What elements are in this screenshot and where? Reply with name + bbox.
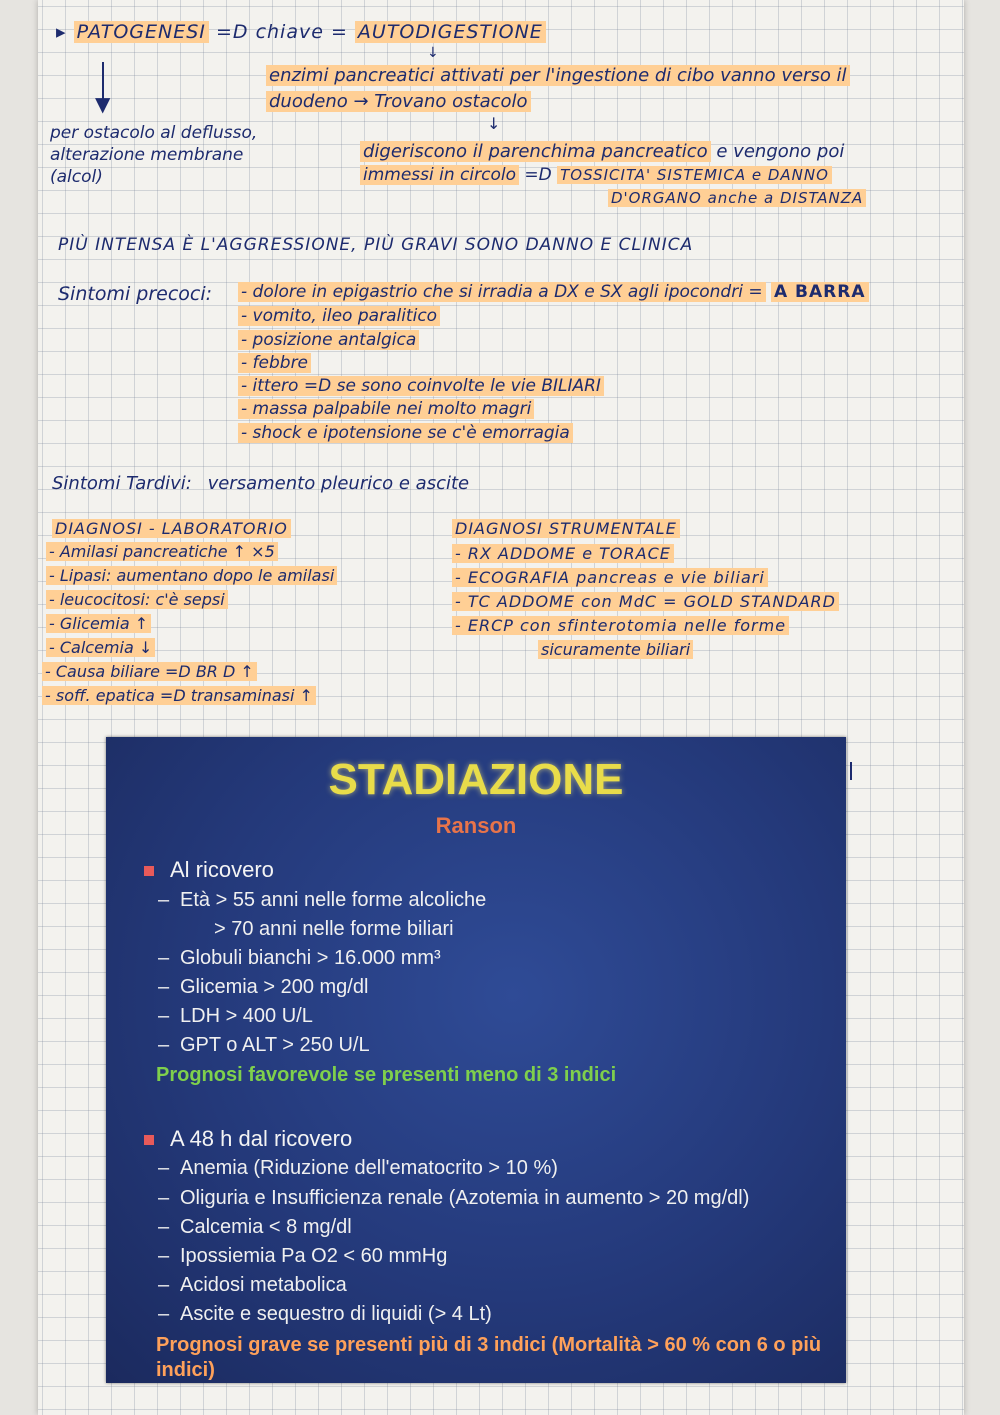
early-symptom-6: - massa palpabile nei molto magri [238,400,534,419]
cause-line-2: alterazione membrane [50,145,244,165]
square-bullet-icon [144,1135,154,1145]
chiave-label: chiave = [255,21,348,43]
ranson-slide [106,737,846,1383]
margin-mark [850,762,852,780]
prognosis-severe: Prognosi grave se presenti più di 3 indici (Mortalità > 60 % con 6 o più indici) [156,1334,822,1381]
digest-line-3: D'ORGANO anche a DISTANZA [608,190,866,207]
lab-item-5: - Calcemia ↓ [46,639,155,657]
enzymes-line-1: enzimi pancreatici attivati per l'ingestione di cibo vanno verso il [266,66,850,86]
early-symptom-7: - shock e ipotensione se c'è emorragia [238,424,573,443]
instr-item-1: - RX ADDOME e TORACE [452,545,674,563]
lab-item-6: - Causa biliare =D BR D ↑ [42,663,257,681]
early-symptom-1: - dolore in epigastrio che si irradia a DX e SX agli ipocondri = A BARRA [238,283,869,302]
criterion-calcemia: – Calcemia < 8 mg/dl [158,1216,352,1238]
early-symptom-3: - posizione antalgica [238,331,419,350]
chiave-value: AUTODIGESTIONE [355,21,546,43]
early-symptom-2: - vomito, ileo paralitico [238,307,440,326]
section-heading-48h: A 48 h dal ricovero [144,1126,352,1152]
instr-item-3: - TC ADDOME con MdC = GOLD STANDARD [452,593,839,611]
slide-subtitle: Ranson [435,813,517,838]
instr-item-2: - ECOGRAFIA pancreas e vie biliari [452,569,768,587]
early-symptoms-label: Sintomi precoci: [58,283,213,305]
section-heading-admission: Al ricovero [144,857,274,883]
patogenesi-heading: ▸ PATOGENESI =D chiave = AUTODIGESTIONE [56,22,546,43]
patogenesi-arrow: =D [215,21,249,43]
patogenesi-title: PATOGENESI [74,21,209,43]
down-arrow-icon: ▼ [95,92,111,116]
lab-item-4: - Glicemia ↑ [46,615,151,633]
instr-title: DIAGNOSI STRUMENTALE [452,520,680,538]
prognosis-favorable: Prognosi favorevole se presenti meno di 3 indici [156,1064,617,1086]
early-symptom-4: - febbre [238,354,311,373]
criterion-anemia: – Anemia (Riduzione dell'ematocrito > 10 %) [158,1157,558,1179]
criterion-oliguria: – Oliguria e Insufficienza renale (Azotemia in aumento > 20 mg/dl) [158,1187,750,1209]
criterion-ascites: – Ascite e sequestro di liquidi (> 4 Lt) [158,1303,492,1325]
lab-item-1: - Amilasi pancreatiche ↑ ×5 [46,543,278,561]
criterion-age-biliary: > 70 anni nelle forme biliari [214,918,454,940]
enzymes-line-2: duodeno → Trovano ostacolo [266,92,531,112]
criterion-hypoxemia: – Ipossiemia Pa O2 < 60 mmHg [158,1245,448,1267]
criterion-wbc: – Globuli bianchi > 16.000 mm³ [158,947,441,969]
slide-title: STADIAZIONE [328,755,624,804]
cause-line-1: per ostacolo al deflusso, [50,123,258,143]
criterion-glucose: – Glicemia > 200 mg/dl [158,976,369,998]
criterion-age-alcohol: – Età > 55 anni nelle forme alcoliche [158,889,487,911]
digest-line-1: digeriscono il parenchima pancreatico e vengono poi [360,142,844,162]
cause-line-3: (alcol) [50,167,103,187]
criterion-acidosis: – Acidosi metabolica [158,1274,347,1296]
barra-label: A BARRA [771,282,869,302]
instr-item-5: sicuramente biliari [538,641,693,659]
late-symptoms: Sintomi Tardivi: versamento pleurico e ascite [52,473,470,494]
square-bullet-icon [144,866,154,876]
early-symptom-5: - ittero =D se sono coinvolte le vie BILIARI [238,377,604,396]
criterion-alt: – GPT o ALT > 250 U/L [158,1034,370,1056]
instr-item-4: - ERCP con sfinterotomia nelle forme [452,617,789,635]
down-arrow-small-icon: ↓ [427,45,439,61]
lab-item-2: - Lipasi: aumentano dopo le amilasi [46,567,337,585]
down-arrow-2-icon: ↓ [487,114,501,133]
lab-item-7: - soff. epatica =D transaminasi ↑ [42,687,316,705]
lab-item-3: - leucocitosi: c'è sepsi [46,591,228,609]
criterion-ldh: – LDH > 400 U/L [158,1005,313,1027]
digest-line-2: immessi in circolo =D TOSSICITA' SISTEMICA e DANNO [360,166,832,185]
lab-title: DIAGNOSI - LABORATORIO [52,520,291,538]
intensity-note: PIÙ INTENSA È L'AGGRESSIONE, PIÙ GRAVI SONO DANNO E CLINICA [58,235,694,255]
